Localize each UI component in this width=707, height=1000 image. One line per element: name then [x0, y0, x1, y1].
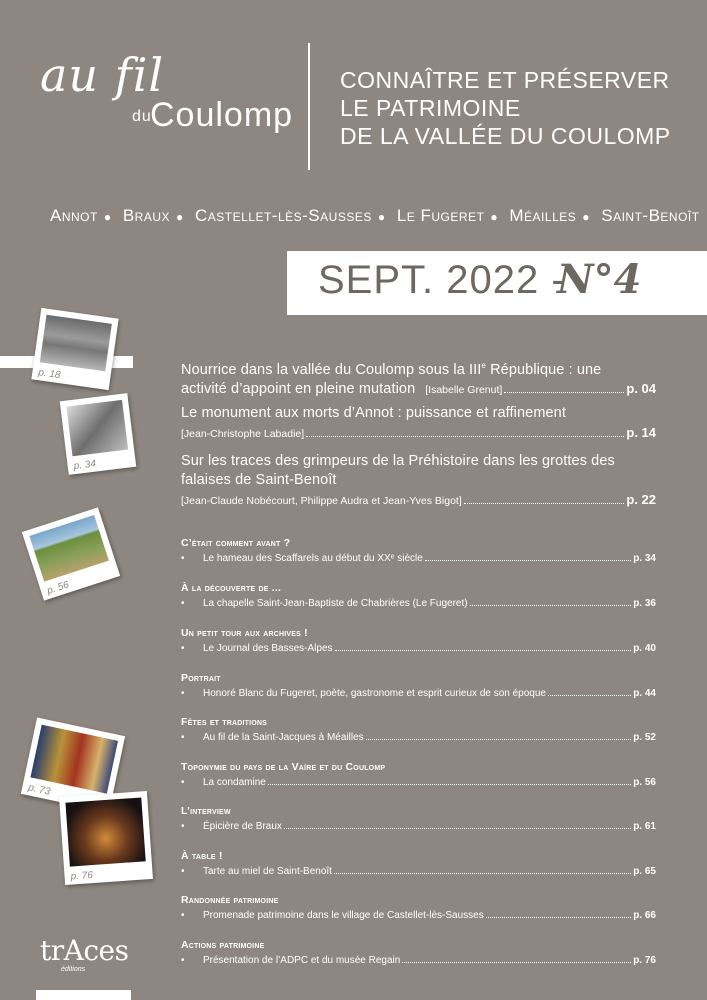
village-name: Castellet-lès-Sausses — [195, 206, 372, 225]
toc-entry: • Honoré Blanc du Fugeret, poète, gastronome et esprit curieux de son époque p. 44 — [181, 688, 656, 699]
entry-page: p. 76 — [633, 955, 656, 966]
section-title: Un petit tour aux archives ! — [181, 627, 308, 639]
leader-dots — [548, 695, 631, 696]
entry-title: Le Journal des Basses-Alpes — [203, 643, 333, 654]
entry-title: La condamine — [203, 777, 266, 788]
section-title: À table ! — [181, 850, 223, 862]
leader-dots — [425, 560, 631, 561]
entry-title: Tarte au miel de Saint-Benoît — [203, 866, 332, 877]
photo-image — [65, 797, 145, 866]
entry-page: p. 44 — [633, 688, 656, 699]
entry-page: p. 40 — [633, 643, 656, 654]
tagline-line: DE LA VALLÉE DU COULOMP — [340, 123, 671, 149]
publisher-logo: trAces — [40, 934, 129, 967]
photo-image — [30, 725, 118, 794]
article-title: Le monument aux morts d’Annot : puissance et raffinement — [181, 405, 566, 421]
leader-dots — [335, 650, 632, 651]
toc-section — [181, 537, 656, 564]
toc-entry: • Le hameau des Scaffarels au début du XXᵉ siècle p. 34 — [181, 553, 656, 564]
leader-dots — [306, 436, 624, 437]
photo-page: p. 18 — [37, 367, 62, 382]
leader-dots — [402, 962, 631, 963]
tagline-line: LE PATRIMOINE — [340, 95, 521, 121]
village-name: Saint-Benoît — [601, 206, 700, 225]
article-author: [Jean-Christophe Labadie] — [181, 428, 305, 440]
leader-dots — [334, 873, 631, 874]
entry-page: p. 34 — [633, 553, 656, 564]
main-article — [181, 356, 656, 399]
entry-page: p. 61 — [633, 821, 656, 832]
toc-entry: • Le Journal des Basses-Alpes p. 40 — [181, 643, 656, 654]
village-name: Méailles — [509, 206, 577, 225]
toc-section — [181, 672, 656, 699]
article-author: [Isabelle Grenut] — [425, 383, 503, 396]
section-title: Toponymie du pays de la Vaïre et du Coulomp — [181, 761, 386, 773]
section-title: Portrait — [181, 672, 221, 684]
leader-dots — [464, 503, 625, 504]
article-byline — [181, 425, 656, 440]
toc-entry: • La chapelle Saint-Jean-Baptiste de Chabrières (Le Fugeret) p. 36 — [181, 598, 656, 609]
entry-title: Épicière de Braux — [203, 821, 282, 832]
leader-dots — [486, 917, 632, 918]
toc-section — [181, 627, 656, 654]
logo-coulomp: Coulomp — [150, 96, 294, 134]
issue-number: N°4 — [557, 256, 642, 303]
leader-dots — [366, 739, 632, 740]
main-article — [181, 404, 656, 440]
entry-title: Le hameau des Scaffarels au début du XXᵉ siècle — [203, 553, 423, 564]
article-byline — [181, 492, 656, 507]
toc-section — [181, 850, 656, 877]
article-title-line2: falaises de Saint-Benoît — [181, 472, 337, 488]
toc-entry: • Épicière de Braux p. 61 — [181, 821, 656, 832]
toc-section — [181, 761, 656, 788]
entry-page: p. 52 — [633, 732, 656, 743]
village-name: Le Fugeret — [396, 206, 485, 225]
photo-page: p. 76 — [70, 870, 94, 883]
village-name: Annot — [50, 206, 98, 225]
leader-dots — [268, 784, 631, 785]
article-page: p. 22 — [626, 492, 656, 507]
tagline — [340, 66, 671, 150]
header-divider — [308, 43, 310, 170]
bullet-separator: ● — [103, 210, 112, 224]
article-byline: activité d’appoint en pleine mutation [Isabelle Grenut] p. 04 — [181, 380, 656, 397]
entry-title: Promenade patrimoine dans le village de Castellet-lès-Sausses — [203, 910, 484, 921]
toc-section — [181, 716, 656, 743]
leader-dots — [504, 392, 624, 393]
photo-page: p. 34 — [73, 458, 97, 473]
section-title: L’interview — [181, 805, 231, 817]
main-article — [181, 452, 656, 507]
entry-page: p. 65 — [633, 866, 656, 877]
photo-page: p. 73 — [27, 782, 52, 798]
entry-title: Honoré Blanc du Fugeret, poète, gastronome et esprit curieux de son époque — [203, 688, 546, 699]
toc-entry: • La condamine p. 56 — [181, 777, 656, 788]
leader-dots — [284, 828, 631, 829]
villages-list — [50, 206, 700, 226]
entry-page: p. 56 — [633, 777, 656, 788]
toc-entry: • Tarte au miel de Saint-Benoît p. 65 — [181, 866, 656, 877]
section-title: C’était comment avant ? — [181, 537, 291, 549]
section-title: À la découverte de ... — [181, 582, 282, 594]
leader-dots — [470, 605, 632, 606]
entry-title: Au fil de la Saint-Jacques à Méailles — [203, 732, 364, 743]
article-title: Sur les traces des grimpeurs de la Préhistoire dans les grottes des — [181, 453, 615, 469]
entry-page: p. 66 — [633, 910, 656, 921]
logo-du: du — [132, 108, 152, 125]
toc-entry: • Présentation de l’ADPC et du musée Regain p. 76 — [181, 955, 656, 966]
toc-section — [181, 894, 656, 921]
article-page: p. 14 — [626, 425, 656, 440]
entry-title: La chapelle Saint-Jean-Baptiste de Chabrières (Le Fugeret) — [203, 598, 468, 609]
article-title: Nourrice dans la vallée du Coulomp sous la IIIe République : une — [181, 361, 602, 378]
photo-page: p. 56 — [45, 579, 71, 597]
photo-image — [66, 400, 128, 456]
photo-thumbnail — [60, 393, 137, 475]
toc-section — [181, 805, 656, 832]
tagline-line: CONNAÎTRE ET PRÉSERVER — [340, 67, 670, 93]
logo-script: au fil — [40, 48, 165, 102]
section-title: Randonnée patrimoine — [181, 894, 279, 906]
village-name: Braux — [122, 206, 171, 225]
bullet-separator: ● — [582, 210, 590, 224]
publisher-sub: éditions — [61, 966, 86, 973]
toc-entry: • Au fil de la Saint-Jacques à Méailles p. 52 — [181, 732, 656, 743]
article-page: p. 04 — [626, 380, 656, 396]
toc-section — [181, 939, 656, 966]
photo-image — [40, 315, 112, 372]
photo-thumbnail — [31, 308, 118, 390]
toc-section — [181, 582, 656, 609]
toc-entry: • Promenade patrimoine dans le village de Castellet-lès-Sausses p. 66 — [181, 910, 656, 921]
section-title: Actions patrimoine — [181, 939, 265, 951]
entry-title: Présentation de l’ADPC et du musée Regain — [203, 955, 401, 966]
photo-thumbnail — [59, 791, 153, 885]
entry-page: p. 36 — [633, 598, 656, 609]
bullet-separator: ● — [377, 210, 386, 224]
photo-image — [29, 515, 109, 582]
decorative-strip — [36, 990, 131, 1000]
bullet-separator: ● — [176, 210, 184, 224]
section-title: Fêtes et traditions — [181, 716, 268, 728]
photo-thumbnail — [22, 507, 120, 600]
article-author: [Jean-Claude Nobécourt, Philippe Audra et Jean-Yves Bigot] — [181, 495, 462, 507]
issue-date: SEPT. 2022 - — [318, 258, 566, 302]
bullet-separator: ● — [490, 210, 499, 224]
